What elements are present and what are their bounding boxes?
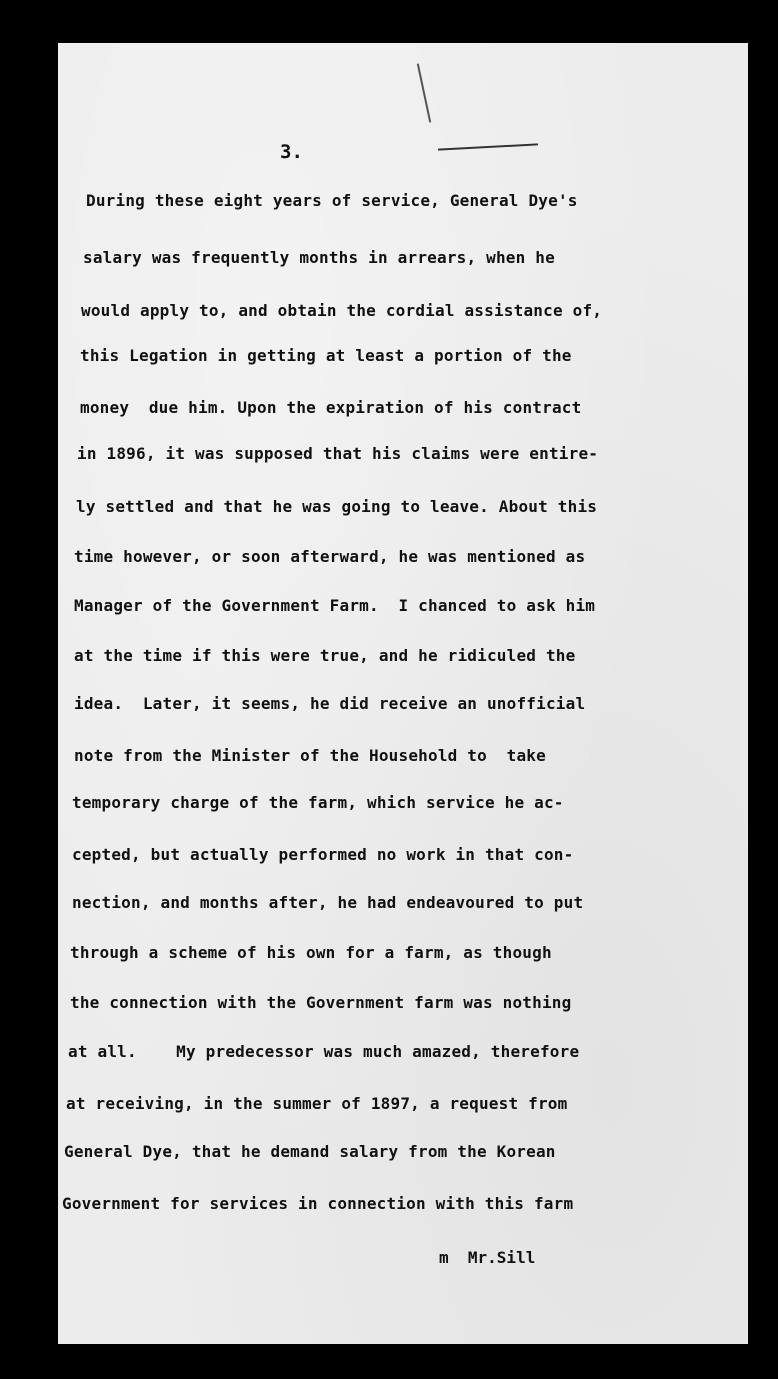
body-line: time however, or soon afterward, he was mentioned as — [74, 547, 586, 566]
body-line: nection, and months after, he had endeavoured to put — [72, 893, 584, 912]
body-line: cepted, but actually performed no work in that con- — [72, 845, 574, 864]
body-line: at all. My predecessor was much amazed, therefore — [68, 1042, 580, 1061]
body-line: General Dye, that he demand salary from the Korean — [64, 1142, 556, 1161]
body-line: ly settled and that he was going to leave. About this — [76, 497, 598, 516]
body-line: the connection with the Government farm was nothing — [70, 993, 572, 1012]
body-line: at receiving, in the summer of 1897, a request from — [66, 1094, 568, 1113]
body-line: money due him. Upon the expiration of his contract — [80, 398, 582, 417]
letter-body — [58, 43, 748, 1344]
body-line: note from the Minister of the Household to take — [74, 746, 546, 765]
body-line: salary was frequently months in arrears, when he — [83, 248, 555, 267]
page-number: 3. — [280, 141, 303, 163]
body-line: Government for services in connection with this farm — [62, 1194, 574, 1213]
body-line: in 1896, it was supposed that his claims were entire- — [77, 444, 599, 463]
body-line: temporary charge of the farm, which service he ac- — [72, 793, 564, 812]
body-line: through a scheme of his own for a farm, as though — [70, 943, 552, 962]
body-line: at the time if this were true, and he ridiculed the — [74, 646, 576, 665]
body-line: would apply to, and obtain the cordial assistance of, — [81, 301, 603, 320]
footer-note: m Mr.Sill — [439, 1248, 536, 1267]
document-page — [58, 43, 748, 1344]
body-line: During these eight years of service, General Dye's — [86, 191, 578, 210]
body-line: idea. Later, it seems, he did receive an unofficial — [74, 694, 586, 713]
body-line: Manager of the Government Farm. I chanced to ask him — [74, 596, 596, 615]
body-line: this Legation in getting at least a portion of the — [80, 346, 572, 365]
